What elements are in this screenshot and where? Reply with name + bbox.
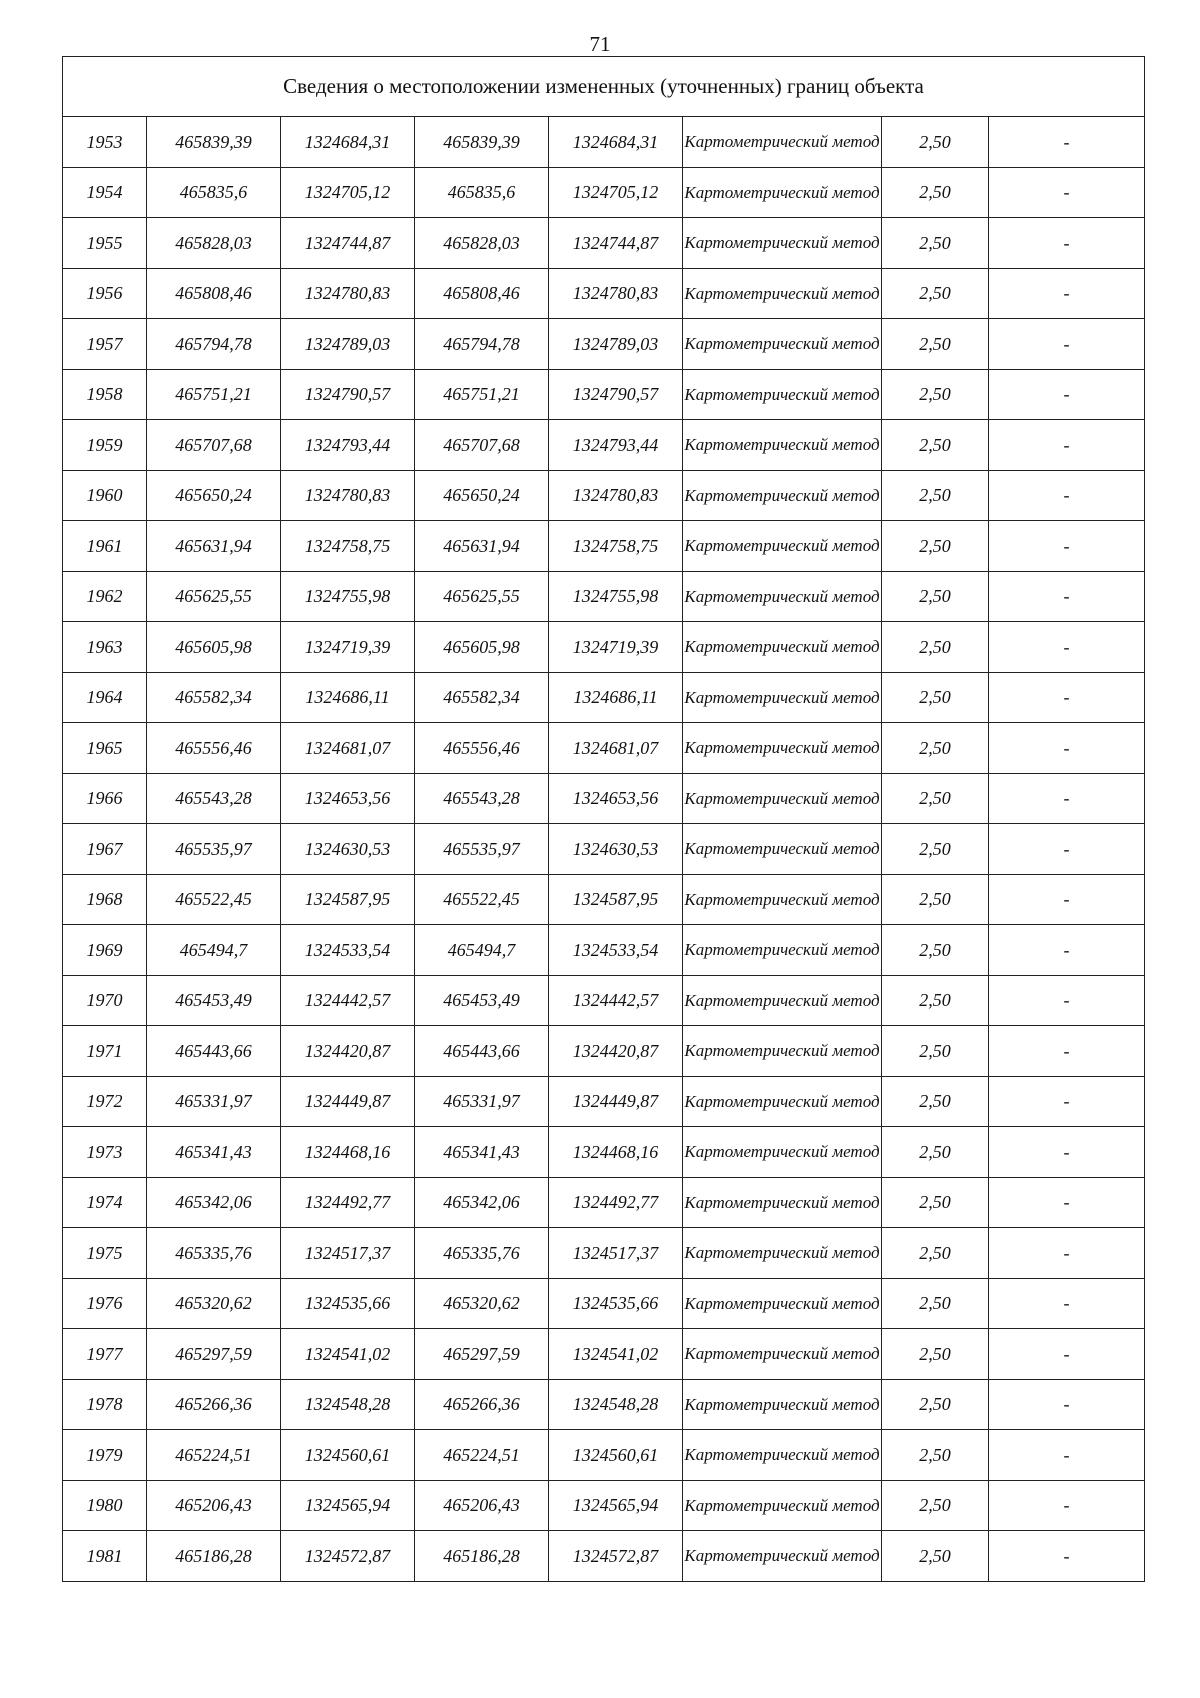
point-number-cell: 1979 (63, 1430, 147, 1481)
method-cell: Картометрический метод (683, 1278, 882, 1329)
method-cell: Картометрический метод (683, 319, 882, 370)
x-existing-cell: 465794,78 (147, 319, 281, 370)
point-number-cell: 1981 (63, 1531, 147, 1582)
accuracy-cell: 2,50 (882, 1379, 989, 1430)
description-cell: - (989, 167, 1145, 218)
description-cell: - (989, 218, 1145, 269)
table-row (63, 521, 1145, 572)
point-number-cell: 1954 (63, 167, 147, 218)
accuracy-cell: 2,50 (882, 319, 989, 370)
y-refined-cell: 1324780,83 (549, 470, 683, 521)
x-refined-cell: 465556,46 (415, 723, 549, 774)
table-row (63, 420, 1145, 471)
table-row (63, 319, 1145, 370)
table-row (63, 1127, 1145, 1178)
description-cell: - (989, 1177, 1145, 1228)
method-cell: Картометрический метод (683, 521, 882, 572)
method-cell: Картометрический метод (683, 571, 882, 622)
method-cell: Картометрический метод (683, 1076, 882, 1127)
point-number-cell: 1973 (63, 1127, 147, 1178)
table-row (63, 1177, 1145, 1228)
table-row (63, 571, 1145, 622)
x-refined-cell: 465839,39 (415, 117, 549, 168)
description-cell: - (989, 723, 1145, 774)
point-number-cell: 1955 (63, 218, 147, 269)
point-number-cell: 1969 (63, 925, 147, 976)
description-cell: - (989, 975, 1145, 1026)
accuracy-cell: 2,50 (882, 1329, 989, 1380)
accuracy-cell: 2,50 (882, 521, 989, 572)
method-cell: Картометрический метод (683, 1329, 882, 1380)
y-existing-cell: 1324572,87 (281, 1531, 415, 1582)
x-refined-cell: 465631,94 (415, 521, 549, 572)
description-cell: - (989, 874, 1145, 925)
x-existing-cell: 465206,43 (147, 1480, 281, 1531)
y-refined-cell: 1324793,44 (549, 420, 683, 471)
y-existing-cell: 1324793,44 (281, 420, 415, 471)
y-refined-cell: 1324719,39 (549, 622, 683, 673)
accuracy-cell: 2,50 (882, 117, 989, 168)
method-cell: Картометрический метод (683, 1177, 882, 1228)
accuracy-cell: 2,50 (882, 369, 989, 420)
y-existing-cell: 1324468,16 (281, 1127, 415, 1178)
y-refined-cell: 1324755,98 (549, 571, 683, 622)
table-row (63, 824, 1145, 875)
y-refined-cell: 1324744,87 (549, 218, 683, 269)
point-number-cell: 1964 (63, 672, 147, 723)
table-row (63, 874, 1145, 925)
description-cell: - (989, 1329, 1145, 1380)
y-refined-cell: 1324758,75 (549, 521, 683, 572)
description-cell: - (989, 319, 1145, 370)
y-existing-cell: 1324587,95 (281, 874, 415, 925)
method-cell: Картометрический метод (683, 1228, 882, 1279)
y-existing-cell: 1324630,53 (281, 824, 415, 875)
x-existing-cell: 465839,39 (147, 117, 281, 168)
description-cell: - (989, 1076, 1145, 1127)
x-existing-cell: 465453,49 (147, 975, 281, 1026)
point-number-cell: 1976 (63, 1278, 147, 1329)
table-row (63, 117, 1145, 168)
x-refined-cell: 465625,55 (415, 571, 549, 622)
accuracy-cell: 2,50 (882, 1278, 989, 1329)
x-existing-cell: 465522,45 (147, 874, 281, 925)
x-refined-cell: 465522,45 (415, 874, 549, 925)
point-number-cell: 1965 (63, 723, 147, 774)
x-refined-cell: 465494,7 (415, 925, 549, 976)
point-number-cell: 1956 (63, 268, 147, 319)
point-number-cell: 1960 (63, 470, 147, 521)
x-existing-cell: 465320,62 (147, 1278, 281, 1329)
point-number-cell: 1967 (63, 824, 147, 875)
x-existing-cell: 465556,46 (147, 723, 281, 774)
method-cell: Картометрический метод (683, 773, 882, 824)
y-refined-cell: 1324560,61 (549, 1430, 683, 1481)
x-existing-cell: 465707,68 (147, 420, 281, 471)
y-existing-cell: 1324442,57 (281, 975, 415, 1026)
y-refined-cell: 1324548,28 (549, 1379, 683, 1430)
accuracy-cell: 2,50 (882, 268, 989, 319)
page-number: 71 (589, 32, 611, 56)
y-refined-cell: 1324684,31 (549, 117, 683, 168)
method-cell: Картометрический метод (683, 1379, 882, 1430)
point-number-cell: 1970 (63, 975, 147, 1026)
y-existing-cell: 1324449,87 (281, 1076, 415, 1127)
description-cell: - (989, 1379, 1145, 1430)
method-cell: Картометрический метод (683, 672, 882, 723)
x-existing-cell: 465443,66 (147, 1026, 281, 1077)
y-existing-cell: 1324541,02 (281, 1329, 415, 1380)
description-cell: - (989, 672, 1145, 723)
accuracy-cell: 2,50 (882, 773, 989, 824)
description-cell: - (989, 773, 1145, 824)
y-existing-cell: 1324780,83 (281, 470, 415, 521)
y-existing-cell: 1324517,37 (281, 1228, 415, 1279)
table-row (63, 218, 1145, 269)
x-existing-cell: 465297,59 (147, 1329, 281, 1380)
description-cell: - (989, 824, 1145, 875)
description-cell: - (989, 1480, 1145, 1531)
method-cell: Картометрический метод (683, 1531, 882, 1582)
x-existing-cell: 465494,7 (147, 925, 281, 976)
y-refined-cell: 1324686,11 (549, 672, 683, 723)
table-row (63, 773, 1145, 824)
x-refined-cell: 465605,98 (415, 622, 549, 673)
method-cell: Картометрический метод (683, 117, 882, 168)
x-refined-cell: 465453,49 (415, 975, 549, 1026)
x-refined-cell: 465331,97 (415, 1076, 549, 1127)
x-refined-cell: 465751,21 (415, 369, 549, 420)
point-number-cell: 1966 (63, 773, 147, 824)
table-row (63, 1026, 1145, 1077)
table-caption-row (63, 57, 1145, 117)
accuracy-cell: 2,50 (882, 824, 989, 875)
method-cell: Картометрический метод (683, 1127, 882, 1178)
method-cell: Картометрический метод (683, 1026, 882, 1077)
accuracy-cell: 2,50 (882, 167, 989, 218)
method-cell: Картометрический метод (683, 975, 882, 1026)
x-refined-cell: 465297,59 (415, 1329, 549, 1380)
table-caption: Сведения о местоположении измененных (уточненных) границ объекта (63, 57, 1145, 117)
y-refined-cell: 1324681,07 (549, 723, 683, 774)
point-number-cell: 1962 (63, 571, 147, 622)
point-number-cell: 1961 (63, 521, 147, 572)
accuracy-cell: 2,50 (882, 1177, 989, 1228)
method-cell: Картометрический метод (683, 470, 882, 521)
accuracy-cell: 2,50 (882, 1076, 989, 1127)
x-refined-cell: 465794,78 (415, 319, 549, 370)
accuracy-cell: 2,50 (882, 1531, 989, 1582)
x-existing-cell: 465835,6 (147, 167, 281, 218)
y-existing-cell: 1324653,56 (281, 773, 415, 824)
y-refined-cell: 1324420,87 (549, 1026, 683, 1077)
point-number-cell: 1959 (63, 420, 147, 471)
method-cell: Картометрический метод (683, 1430, 882, 1481)
method-cell: Картометрический метод (683, 824, 882, 875)
description-cell: - (989, 117, 1145, 168)
description-cell: - (989, 1430, 1145, 1481)
table-row (63, 925, 1145, 976)
y-existing-cell: 1324533,54 (281, 925, 415, 976)
x-existing-cell: 465605,98 (147, 622, 281, 673)
x-existing-cell: 465342,06 (147, 1177, 281, 1228)
y-existing-cell: 1324565,94 (281, 1480, 415, 1531)
x-refined-cell: 465266,36 (415, 1379, 549, 1430)
method-cell: Картометрический метод (683, 420, 882, 471)
y-refined-cell: 1324565,94 (549, 1480, 683, 1531)
accuracy-cell: 2,50 (882, 874, 989, 925)
method-cell: Картометрический метод (683, 723, 882, 774)
description-cell: - (989, 1228, 1145, 1279)
y-existing-cell: 1324686,11 (281, 672, 415, 723)
x-existing-cell: 465331,97 (147, 1076, 281, 1127)
point-number-cell: 1968 (63, 874, 147, 925)
y-existing-cell: 1324755,98 (281, 571, 415, 622)
description-cell: - (989, 1026, 1145, 1077)
x-existing-cell: 465828,03 (147, 218, 281, 269)
table-row (63, 672, 1145, 723)
y-existing-cell: 1324420,87 (281, 1026, 415, 1077)
method-cell: Картометрический метод (683, 268, 882, 319)
table-row (63, 1430, 1145, 1481)
y-refined-cell: 1324517,37 (549, 1228, 683, 1279)
y-existing-cell: 1324560,61 (281, 1430, 415, 1481)
accuracy-cell: 2,50 (882, 925, 989, 976)
method-cell: Картометрический метод (683, 622, 882, 673)
method-cell: Картометрический метод (683, 1480, 882, 1531)
point-number-cell: 1977 (63, 1329, 147, 1380)
description-cell: - (989, 1278, 1145, 1329)
y-existing-cell: 1324705,12 (281, 167, 415, 218)
accuracy-cell: 2,50 (882, 218, 989, 269)
x-refined-cell: 465342,06 (415, 1177, 549, 1228)
accuracy-cell: 2,50 (882, 672, 989, 723)
table-row (63, 167, 1145, 218)
point-number-cell: 1972 (63, 1076, 147, 1127)
y-refined-cell: 1324492,77 (549, 1177, 683, 1228)
table-row (63, 975, 1145, 1026)
description-cell: - (989, 420, 1145, 471)
y-refined-cell: 1324587,95 (549, 874, 683, 925)
table-row (63, 1228, 1145, 1279)
y-refined-cell: 1324653,56 (549, 773, 683, 824)
x-refined-cell: 465828,03 (415, 218, 549, 269)
x-existing-cell: 465582,34 (147, 672, 281, 723)
table-row (63, 1329, 1145, 1380)
x-existing-cell: 465535,97 (147, 824, 281, 875)
description-cell: - (989, 369, 1145, 420)
x-existing-cell: 465266,36 (147, 1379, 281, 1430)
point-number-cell: 1971 (63, 1026, 147, 1077)
description-cell: - (989, 1127, 1145, 1178)
x-refined-cell: 465650,24 (415, 470, 549, 521)
y-existing-cell: 1324780,83 (281, 268, 415, 319)
y-refined-cell: 1324630,53 (549, 824, 683, 875)
accuracy-cell: 2,50 (882, 1480, 989, 1531)
point-number-cell: 1957 (63, 319, 147, 370)
x-existing-cell: 465224,51 (147, 1430, 281, 1481)
description-cell: - (989, 571, 1145, 622)
x-refined-cell: 465808,46 (415, 268, 549, 319)
method-cell: Картометрический метод (683, 218, 882, 269)
y-existing-cell: 1324535,66 (281, 1278, 415, 1329)
method-cell: Картометрический метод (683, 925, 882, 976)
y-refined-cell: 1324535,66 (549, 1278, 683, 1329)
table-row (63, 622, 1145, 673)
x-refined-cell: 465835,6 (415, 167, 549, 218)
x-existing-cell: 465186,28 (147, 1531, 281, 1582)
accuracy-cell: 2,50 (882, 1127, 989, 1178)
x-refined-cell: 465224,51 (415, 1430, 549, 1481)
accuracy-cell: 2,50 (882, 571, 989, 622)
method-cell: Картометрический метод (683, 167, 882, 218)
x-refined-cell: 465707,68 (415, 420, 549, 471)
description-cell: - (989, 1531, 1145, 1582)
y-refined-cell: 1324541,02 (549, 1329, 683, 1380)
x-refined-cell: 465443,66 (415, 1026, 549, 1077)
accuracy-cell: 2,50 (882, 975, 989, 1026)
table-body (63, 57, 1145, 1582)
accuracy-cell: 2,50 (882, 622, 989, 673)
table-row (63, 1531, 1145, 1582)
x-existing-cell: 465631,94 (147, 521, 281, 572)
accuracy-cell: 2,50 (882, 1228, 989, 1279)
x-existing-cell: 465650,24 (147, 470, 281, 521)
description-cell: - (989, 470, 1145, 521)
x-refined-cell: 465320,62 (415, 1278, 549, 1329)
table-row (63, 1480, 1145, 1531)
accuracy-cell: 2,50 (882, 420, 989, 471)
y-refined-cell: 1324790,57 (549, 369, 683, 420)
point-number-cell: 1978 (63, 1379, 147, 1430)
y-existing-cell: 1324681,07 (281, 723, 415, 774)
y-refined-cell: 1324468,16 (549, 1127, 683, 1178)
boundary-coordinates-table (62, 56, 1145, 1582)
accuracy-cell: 2,50 (882, 1026, 989, 1077)
y-refined-cell: 1324705,12 (549, 167, 683, 218)
x-refined-cell: 465341,43 (415, 1127, 549, 1178)
accuracy-cell: 2,50 (882, 1430, 989, 1481)
table-row (63, 470, 1145, 521)
table-row (63, 268, 1145, 319)
y-existing-cell: 1324548,28 (281, 1379, 415, 1430)
y-refined-cell: 1324789,03 (549, 319, 683, 370)
y-refined-cell: 1324780,83 (549, 268, 683, 319)
x-refined-cell: 465543,28 (415, 773, 549, 824)
x-refined-cell: 465535,97 (415, 824, 549, 875)
point-number-cell: 1963 (63, 622, 147, 673)
x-existing-cell: 465625,55 (147, 571, 281, 622)
method-cell: Картометрический метод (683, 874, 882, 925)
x-refined-cell: 465582,34 (415, 672, 549, 723)
table-row (63, 723, 1145, 774)
x-existing-cell: 465335,76 (147, 1228, 281, 1279)
description-cell: - (989, 925, 1145, 976)
point-number-cell: 1958 (63, 369, 147, 420)
x-refined-cell: 465186,28 (415, 1531, 549, 1582)
y-refined-cell: 1324533,54 (549, 925, 683, 976)
y-existing-cell: 1324684,31 (281, 117, 415, 168)
x-existing-cell: 465543,28 (147, 773, 281, 824)
table-row (63, 1379, 1145, 1430)
y-existing-cell: 1324758,75 (281, 521, 415, 572)
description-cell: - (989, 521, 1145, 572)
x-existing-cell: 465808,46 (147, 268, 281, 319)
point-number-cell: 1974 (63, 1177, 147, 1228)
y-refined-cell: 1324449,87 (549, 1076, 683, 1127)
table-row (63, 369, 1145, 420)
x-refined-cell: 465206,43 (415, 1480, 549, 1531)
x-existing-cell: 465751,21 (147, 369, 281, 420)
description-cell: - (989, 622, 1145, 673)
point-number-cell: 1975 (63, 1228, 147, 1279)
y-existing-cell: 1324790,57 (281, 369, 415, 420)
y-refined-cell: 1324572,87 (549, 1531, 683, 1582)
x-refined-cell: 465335,76 (415, 1228, 549, 1279)
accuracy-cell: 2,50 (882, 470, 989, 521)
x-existing-cell: 465341,43 (147, 1127, 281, 1178)
point-number-cell: 1980 (63, 1480, 147, 1531)
y-existing-cell: 1324719,39 (281, 622, 415, 673)
description-cell: - (989, 268, 1145, 319)
accuracy-cell: 2,50 (882, 723, 989, 774)
table-row (63, 1278, 1145, 1329)
point-number-cell: 1953 (63, 117, 147, 168)
y-existing-cell: 1324492,77 (281, 1177, 415, 1228)
y-existing-cell: 1324744,87 (281, 218, 415, 269)
method-cell: Картометрический метод (683, 369, 882, 420)
table-row (63, 1076, 1145, 1127)
y-refined-cell: 1324442,57 (549, 975, 683, 1026)
y-existing-cell: 1324789,03 (281, 319, 415, 370)
